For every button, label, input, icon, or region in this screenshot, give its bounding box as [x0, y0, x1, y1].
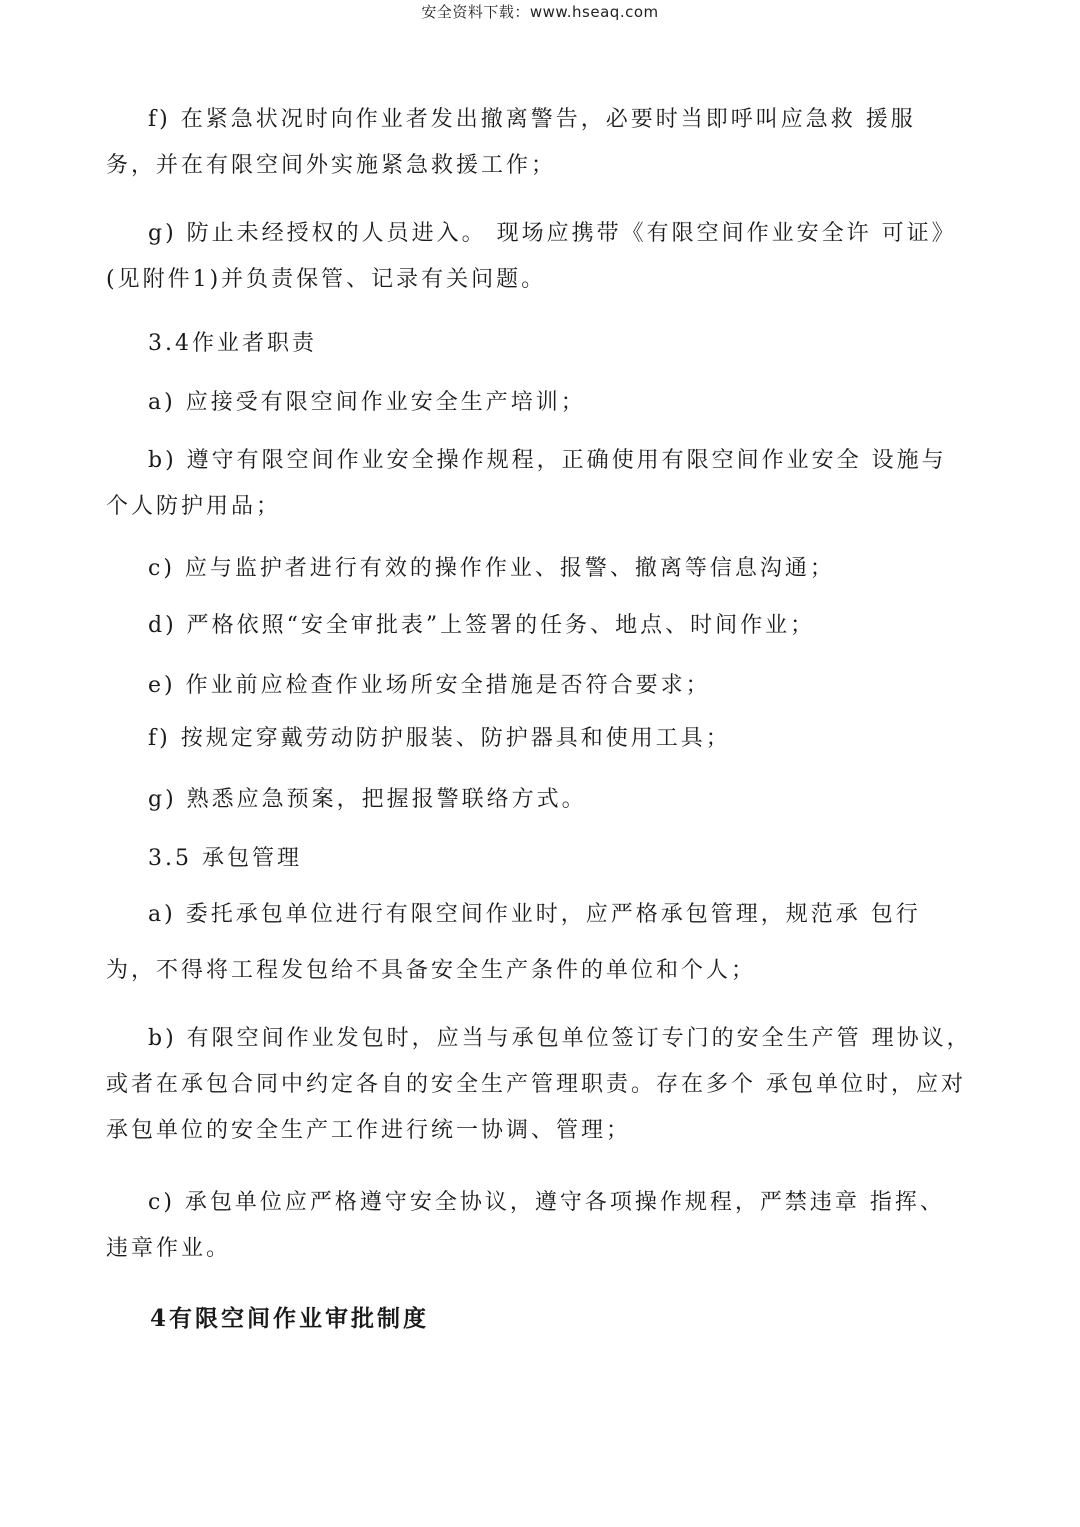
paragraph-3-3-f — [106, 97, 956, 189]
paragraph-line: e) 作业前应检查作业场所安全措施是否符合要求； — [148, 673, 711, 698]
paragraph-line: 违章作业。 — [106, 1236, 232, 1261]
paragraph-3-4-a — [106, 380, 956, 426]
paragraph-3-4-b — [106, 438, 956, 530]
paragraph-line: b) 遵守有限空间作业安全操作规程，正确使用有限空间作业安全 设施与 — [148, 448, 947, 473]
subsection-heading-3-4 — [106, 321, 956, 367]
paragraph-3-4-d — [106, 603, 956, 649]
paragraph-line: g) 熟悉应急预案，把握报警联络方式。 — [148, 787, 587, 812]
paragraph-line: 3.4作业者职责 — [148, 331, 317, 356]
paragraph-3-4-g — [106, 777, 956, 823]
subsection-heading-3-5 — [106, 836, 956, 882]
paragraph-line: f) 在紧急状况时向作业者发出撤离警告，必要时当即呼叫应急救 援服 — [148, 107, 916, 132]
paragraph-3-4-f — [106, 716, 956, 762]
paragraph-line: d) 严格依照“安全审批表”上签署的任务、地点、时间作业； — [148, 613, 816, 638]
paragraph-3-3-g — [106, 211, 956, 303]
paragraph-3-5-c — [106, 1180, 956, 1272]
paragraph-3-4-c — [106, 546, 956, 592]
paragraph-line: c) 应与监护者进行有效的操作作业、报警、撤离等信息沟通； — [148, 556, 835, 581]
paragraph-line: 或者在承包合同中约定各自的安全生产管理职责。存在多个 承包单位时，应对 — [106, 1072, 966, 1097]
page-header-source: 安全资料下载：www.hseaq.com — [421, 3, 659, 21]
paragraph-line: (见附件1)并负责保管、记录有关问题。 — [106, 267, 547, 292]
paragraph-line: f) 按规定穿戴劳动防护服装、防护器具和使用工具； — [148, 726, 731, 751]
paragraph-3-5-a — [106, 892, 956, 994]
paragraph-line: a) 应接受有限空间作业安全生产培训； — [148, 390, 586, 415]
paragraph-line: 个人防护用品； — [106, 494, 282, 519]
paragraph-line: g) 防止未经授权的人员进入。 现场应携带《有限空间作业安全许 可证》 — [148, 221, 957, 246]
paragraph-line: 务，并在有限空间外实施紧急救援工作； — [106, 153, 557, 178]
paragraph-line: c) 承包单位应严格遵守安全协议，遵守各项操作规程，严禁违章 指挥、 — [148, 1190, 945, 1215]
paragraph-line: a) 委托承包单位进行有限空间作业时，应严格承包管理，规范承 包行 — [148, 902, 921, 927]
paragraph-3-4-e — [106, 663, 956, 709]
paragraph-line: 承包单位的安全生产工作进行统一协调、管理； — [106, 1118, 632, 1143]
paragraph-3-5-b — [106, 1016, 972, 1154]
paragraph-line: b) 有限空间作业发包时，应当与承包单位签订专门的安全生产管 理协议， — [148, 1026, 972, 1051]
paragraph-line: 为，不得将工程发包给不具备安全生产条件的单位和个人； — [106, 958, 757, 983]
paragraph-line: 3.5 承包管理 — [148, 846, 302, 871]
section-heading-4: 4有限空间作业审批制度 — [150, 1305, 430, 1332]
